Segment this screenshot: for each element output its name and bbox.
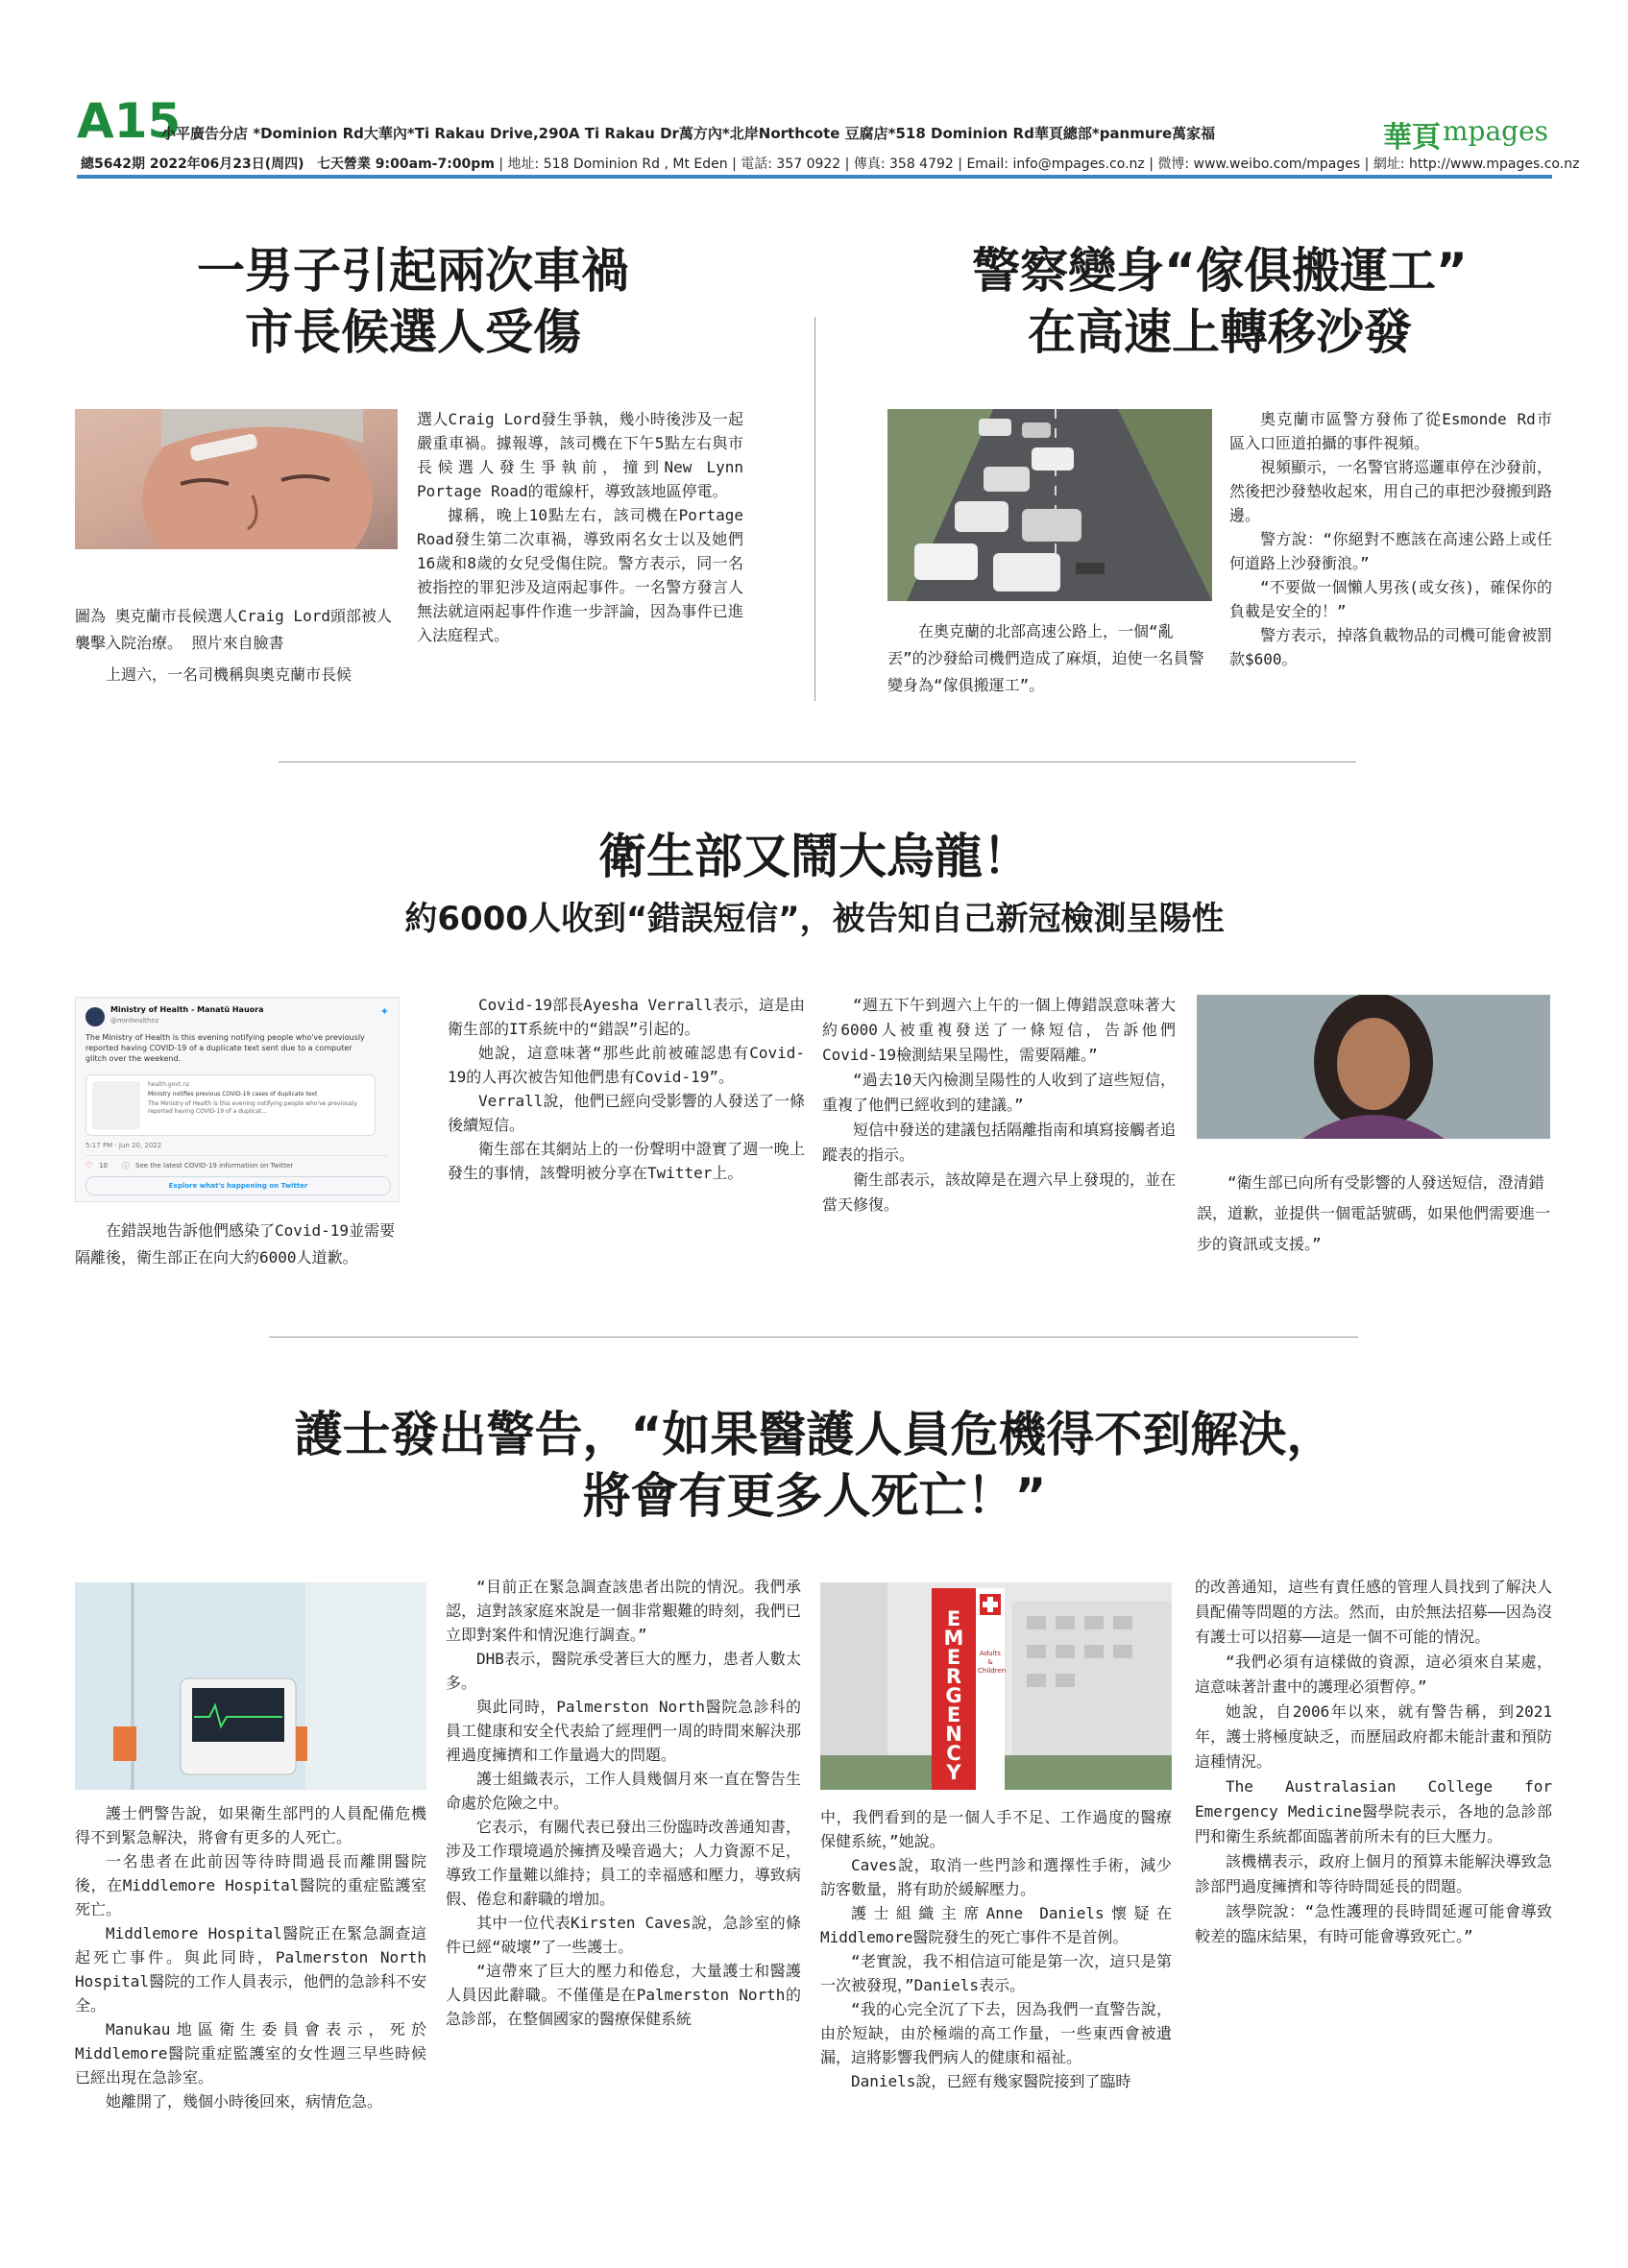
- article2-paragraph-1: 奧克蘭市區警方發佈了從Esmonde Rd市區入口匝道拍攝的事件視頻。: [1229, 410, 1552, 452]
- article4-col4-paragraph-4: The Australasian College for Emergency Medicine醫學院表示，各地的急診部門和衛生系統都面臨著前所未有的巨大壓力。: [1195, 1777, 1552, 1846]
- article3-column-1: [448, 993, 805, 1185]
- article2-paragraph-5: 警方表示，掉落負載物品的司機可能會被罰款$600。: [1229, 626, 1553, 668]
- article4-col4-paragraph-6: 該學院說：“急性護理的長時間延遲可能會導致較差的臨床結果，有時可能會導致死亡。”: [1195, 1902, 1552, 1945]
- article4-column-4: [1195, 1575, 1552, 1949]
- article4-col2-paragraph-2: DHB表示，醫院承受著巨大的壓力，患者人數太多。: [446, 1650, 801, 1692]
- sign-letter: E: [946, 1646, 961, 1669]
- article3-col2-paragraph-1: “週五下午到週六上午的一個上傳錯誤意味著大約6000人被重複發送了一條短信，告訴他們Covid-19檢測結果呈陽性，需要隔離。”: [822, 996, 1176, 1064]
- logo-english: mpages: [1443, 115, 1549, 147]
- article3-col1-paragraph-3: Verrall說，他們已經向受影響的人發送了一條後續短信。: [448, 1092, 805, 1134]
- twitter-bird-icon: ✦: [379, 1005, 389, 1018]
- article2-title-line2: 在高速上轉移沙發: [1028, 304, 1412, 360]
- opening-hours: 七天營業 9:00am-7:00pm: [316, 157, 495, 172]
- sign-letter: M: [943, 1627, 964, 1650]
- article3-col1-paragraph-4: 衛生部在其網站上的一份聲明中證實了週一晚上發生的事情，該聲明被分享在Twitter上。: [448, 1140, 805, 1182]
- tweet-link-card[interactable]: [85, 1074, 376, 1136]
- article4-column-2: [446, 1575, 801, 2031]
- card-domain: health.govt.nz: [148, 1081, 190, 1088]
- article3-col2-paragraph-2: “過去10天內檢測呈陽性的人收到了這些短信，重複了他們已經收到的建議。”: [822, 1071, 1176, 1114]
- info-icon: ⓘ: [122, 1162, 130, 1170]
- article4-column-1: [75, 1801, 426, 2113]
- article4-title-line2: 將會有更多人死亡！”: [582, 1468, 1047, 1524]
- tweet-handle: @minhealthnz: [110, 1017, 159, 1025]
- article4-col2-paragraph-6: 其中一位代表Kirsten Caves說，急診室的條件已經“破壞”了一些護士。: [446, 1914, 801, 1956]
- phone: 電話: 357 0922: [741, 157, 841, 172]
- article2-title: [884, 240, 1556, 363]
- article4-col3-paragraph-6: Daniels說，已經有幾家醫院接到了臨時: [851, 2072, 1131, 2090]
- article3-caption-left: 在錯誤地告訴他們感染了Covid-19並需要隔離後，衛生部正在向大約6000人道歉。: [75, 1221, 396, 1267]
- ministry-avatar: [85, 1007, 105, 1026]
- tweet-time: 5:17 PM · Jun 20, 2022: [85, 1142, 162, 1149]
- sign-letter: N: [945, 1723, 962, 1746]
- page-number: A15: [77, 93, 182, 149]
- article1-paragraph-3: 據稱，晚上10點左右，該司機在Portage Road發生第二次車禍，導致兩名女士以及她們16歲和8歲的女兒受傷住院。警方表示，同一名被指控的罪犯涉及這兩起事件。一名警方發言人無法就這兩起事件作進一步評論，因為事件已進入法庭程式。: [417, 506, 743, 644]
- article4-title: [77, 1404, 1552, 1527]
- header-info: 總5642期 2022年06月23日(周四) 七天營業 9:00am-7:00pm | 地址: 518 Dominion Rd , Mt Eden | 電話: 357 0922 | 傳真: 358 4792 | Email: info@mpages.co.nz | 微博: www.weibo.com/mpages | 網址: http://www.mpages.co.nz: [81, 157, 1580, 172]
- article1-title-line2: 市長候選人受傷: [245, 304, 581, 360]
- article1-photo: [75, 409, 398, 549]
- article2-paragraph-4: “不要做一個懶人男孩(或女孩)，確保你的負載是安全的！”: [1229, 578, 1552, 620]
- tweet-account: Ministry of Health - Manatū Hauora: [110, 1005, 264, 1014]
- article3-col1-paragraph-2: 她說，這意味著“那些此前被確認患有Covid-19的人再次被告知他們患有Covid-19”。: [448, 1044, 805, 1086]
- tweet-divider: [85, 1155, 389, 1156]
- section-divider-1: [279, 761, 1356, 762]
- logo-chinese: 華頁: [1383, 121, 1441, 155]
- article4-col1-paragraph-1: 護士們警告說，如果衛生部門的人員配備危機得不到緊急解決，將會有更多的人死亡。: [75, 1804, 426, 1846]
- heart-icon[interactable]: ♡: [85, 1161, 93, 1170]
- article1-intro: [75, 663, 398, 687]
- emergency-sign-text: [934, 1609, 974, 1782]
- weibo-link[interactable]: 微博: www.weibo.com/mpages: [1157, 157, 1361, 172]
- article4-col1-paragraph-4: Manukau地區衛生委員會表示，死於Middlemore醫院重症監護室的女性週三早些時候已經出現在急診室。: [75, 2020, 426, 2087]
- article2-title-line1: 警察變身“傢俱搬運工”: [972, 243, 1468, 299]
- article4-col2-paragraph-3: 與此同時，Palmerston North醫院急診科的員工健康和安全代表給了經理們一周的時間來解決那裡過度擁擠和工作量過大的問題。: [446, 1698, 801, 1764]
- emergency-sign-photo: [820, 1582, 1172, 1790]
- article4-col2-paragraph-1: “目前正在緊急調查該患者出院的情況。我們承認，這對該家庭來說是一個非常艱難的時刻，我們已立即對案件和情況進行調查。”: [446, 1578, 801, 1644]
- issue-date: 總5642期 2022年06月23日(周四): [81, 157, 304, 172]
- website-link[interactable]: 網址: http://www.mpages.co.nz: [1373, 157, 1580, 172]
- article1-body: [417, 407, 743, 647]
- article4-col4-paragraph-5: 該機構表示，政府上個月的預算未能解決導致急診部門過度擁擠和等待時間延長的問題。: [1195, 1852, 1552, 1895]
- article4-col1-paragraph-5: 她離開了，幾個小時後回來，病情危急。: [106, 2092, 383, 2111]
- sign-letter: G: [945, 1684, 962, 1707]
- article2-paragraph-2: 視頻顯示，一名警官將巡邏車停在沙發前，然後把沙發墊收起來，用自己的車把沙發搬到路邊。: [1229, 458, 1553, 524]
- sign-letter: E: [946, 1703, 961, 1726]
- article4-col4-paragraph-1: 的改善通知，這些有責任感的管理人員找到了解決人員配備等問題的方法。然而，由於無法招募——因為沒有護士可以招募——這是一個不可能的情況。: [1195, 1578, 1552, 1646]
- section-divider-2: [269, 1337, 1358, 1338]
- minister-photo: [1197, 995, 1550, 1139]
- article3-subtitle: 約6000人收到“錯誤短信”，被告知自己新冠檢測呈陽性: [404, 900, 1225, 938]
- sign-letter: R: [945, 1665, 962, 1688]
- sign-letter: Y: [946, 1761, 961, 1784]
- article3-title: 衛生部又鬧大烏龍！: [598, 829, 1031, 884]
- article1-title-line1: 一男子引起兩次車禍: [197, 243, 629, 299]
- article4-col2-paragraph-4: 護士組織表示，工作人員幾個月來一直在警告生命處於危險之中。: [446, 1770, 801, 1812]
- article2-body: [1229, 407, 1552, 671]
- article4-column-3: [820, 1805, 1172, 2093]
- like-count: 10: [99, 1162, 108, 1170]
- article4-col3-paragraph-1: 中，我們看到的是一個人手不足、工作過度的醫療保健系統，”她說。: [820, 1808, 1172, 1850]
- article4-col4-paragraph-3: 她說，自2006年以來，就有警告稱，到2021年，護士將極度缺乏，而歷屆政府都未能計畫和預防這種情況。: [1195, 1702, 1552, 1771]
- article4-col1-paragraph-2: 一名患者在此前因等待時間過長而離開醫院後，在Middlemore Hospital醫院的重症監護室死亡。: [75, 1852, 426, 1918]
- article4-col3-paragraph-3: 護士組織主席Anne Daniels懷疑在Middlemore醫院發生的死亡事件不是首例。: [820, 1904, 1172, 1946]
- article4-col3-paragraph-5: “我的心完全沉了下去，因為我們一直警告說，由於短缺，由於極端的高工作量，一些東西會被遺漏，這將影響我們病人的健康和福祉。: [820, 2000, 1172, 2066]
- fax: 傳真: 358 4792: [853, 157, 954, 172]
- article3-column-2: [822, 993, 1176, 1218]
- sign-letter: C: [946, 1742, 961, 1765]
- sign-subtext: Adults & Children: [978, 1650, 1007, 1675]
- article4-col3-paragraph-4: “老實說，我不相信這可能是第一次，這只是第一次被發現，”Daniels表示。: [820, 1952, 1172, 1994]
- sign-letter: E: [946, 1607, 961, 1630]
- email-link[interactable]: Email: info@mpages.co.nz: [966, 157, 1145, 172]
- document-icon: [92, 1081, 140, 1129]
- tweet-screenshot: [75, 997, 400, 1202]
- mpages-logo: [1383, 111, 1552, 155]
- article1-caption: 圖為 奧克蘭市長候選人Craig Lord頭部被人襲擊入院治療。 照片來自臉書: [75, 607, 392, 652]
- article4-col2-paragraph-7: “這帶來了巨大的壓力和倦怠，大量護士和醫護人員因此辭職。不僅僅是在Palmerston North的急診部，在整個國家的醫療保健系統: [446, 1962, 801, 2028]
- article1-paragraph-1: 上週六，一名司機稱與奧克蘭市長候: [106, 665, 352, 684]
- article4-col4-paragraph-2: “我們必須有這樣做的資源，這必須來自某處，這意味著計畫中的護理必須暫停。”: [1195, 1653, 1552, 1696]
- article3-col1-paragraph-1: Covid-19部長Ayesha Verrall表示，這是由衛生部的IT系統中的“錯誤”引起的。: [448, 996, 805, 1038]
- article4-col3-paragraph-2: Caves說，取消一些門診和選擇性手術，減少訪客數量，將有助於緩解壓力。: [820, 1856, 1172, 1898]
- column-divider: [814, 317, 815, 701]
- article4-col2-paragraph-5: 它表示，有關代表已發出三份臨時改善通知書，涉及工作環境過於擁擠及噪音過大；人力資源不足，導致工作量難以維持；員工的幸福感和壓力，導致病假、倦怠和辭職的增加。: [446, 1818, 801, 1908]
- article2-caption: 在奧克蘭的北部高速公路上，一個“亂丟”的沙發給司機們造成了麻煩，迫使一名員警變身為“傢俱搬運工”。: [887, 622, 1204, 694]
- covid-info-link[interactable]: See the latest COVID-19 information on Twitter: [135, 1162, 294, 1170]
- address: 地址: 518 Dominion Rd , Mt Eden: [507, 157, 728, 172]
- article4-col1-paragraph-3: Middlemore Hospital醫院正在緊急調查這起死亡事件。與此同時，Palmerston North Hospital醫院的工作人員表示，他們的急診科不安全。: [75, 1924, 426, 2015]
- card-title: Ministry notifies previous COVID-19 cases of duplicate text: [148, 1091, 318, 1098]
- explore-button[interactable]: Explore what's happening on Twitter: [85, 1176, 391, 1195]
- card-description: The Ministry of Health is this evening notifying people who've previously reported having COVID-19 of a duplicat...: [148, 1100, 358, 1115]
- header-rule: [77, 175, 1552, 179]
- article1-paragraph-2: 選人Craig Lord發生爭執，幾小時後涉及一起嚴重車禍。據報導，該司機在下午5點左右與市長候選人發生爭執前，撞到New Lynn Portage Road的電線杆，導致該地區停電。: [417, 410, 743, 500]
- article4-title-line1: 護士發出警告，“如果醫護人員危機得不到解決，: [294, 1407, 1335, 1462]
- article2-photo: [887, 409, 1212, 601]
- article3-col2-paragraph-3: 短信中發送的建議包括隔離指南和填寫接觸者追蹤表的指示。: [822, 1121, 1177, 1164]
- article3-caption-right: “衛生部已向所有受影響的人發送短信，澄清錯誤，道歉，並提供一個電話號碼，如果他們需要進一步的資訊或支援。”: [1197, 1173, 1551, 1253]
- article2-paragraph-3: 警方說：“你絕對不應該在高速公路上或任何道路上沙發衝浪。”: [1229, 530, 1552, 572]
- article3-col2-paragraph-4: 衛生部表示，該故障是在週六早上發現的，並在當天修復。: [822, 1170, 1177, 1214]
- store-locations: 小平廣告分店 *Dominion Rd大華內*Ti Rakau Drive,290A Ti Rakau Dr萬方內*北岸Northcote 豆腐店*518 Dominion Rd華頁總部*panmure萬家福: [161, 125, 1216, 142]
- tweet-text: The Ministry of Health is this evening notifying people who've previously reported having COVID-19 of a duplicate text sent due to a computer glitch over the weekend.: [85, 1033, 365, 1063]
- hospital-ward-photo: [75, 1582, 426, 1790]
- article1-title: [77, 240, 749, 363]
